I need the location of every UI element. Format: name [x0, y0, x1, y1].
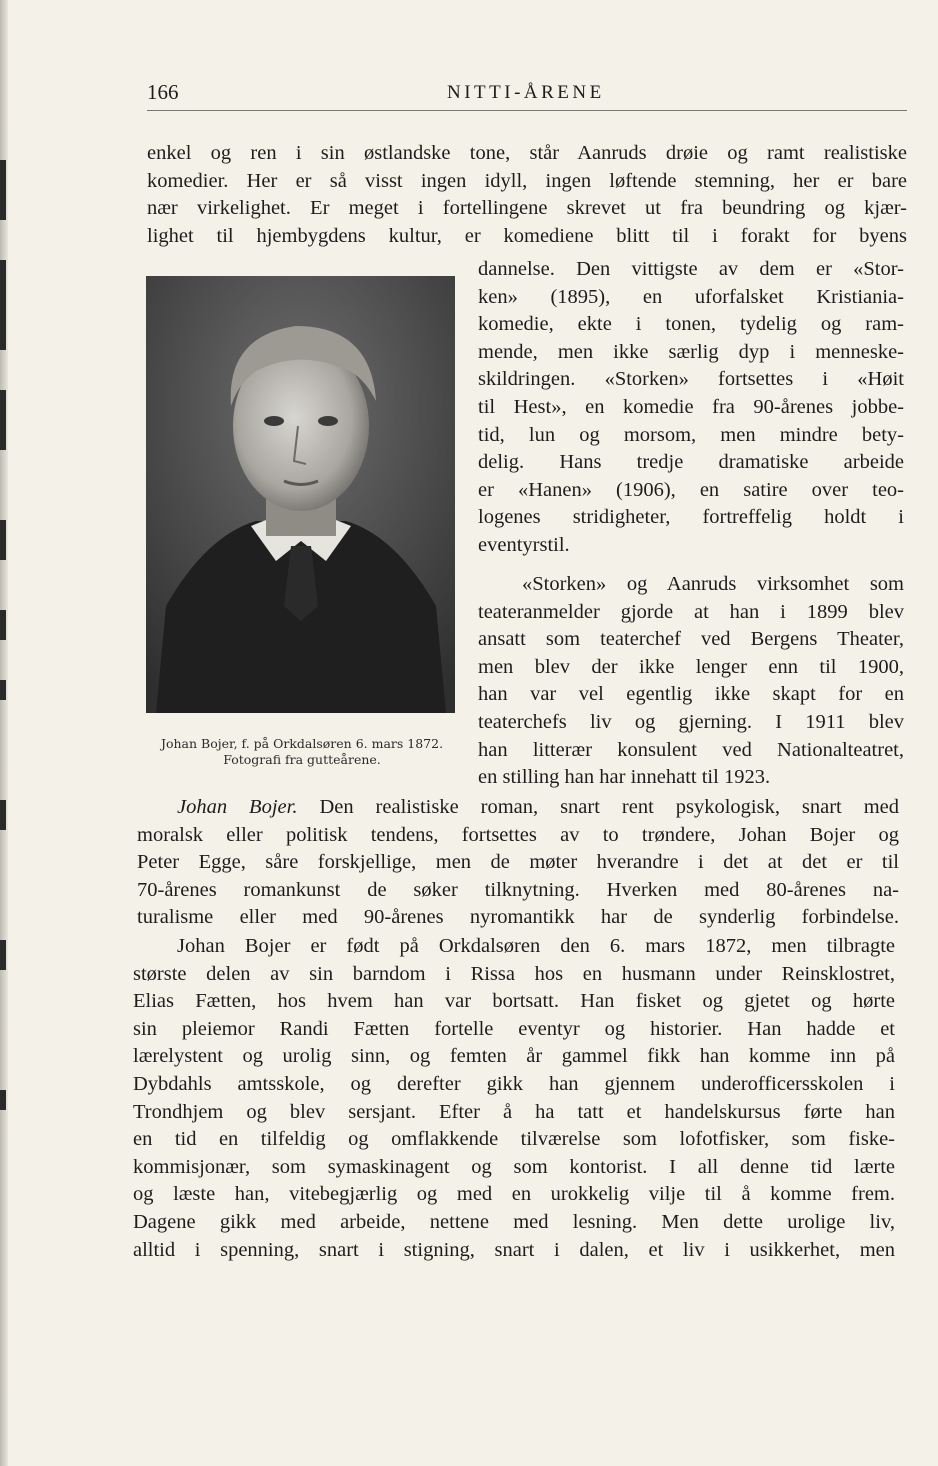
text-line: Dagene gikk med arbeide, nettene med lesning. Men dette urolige liv, — [133, 1210, 895, 1233]
text-line: skildringen. «Storken» fortsettes i «Høit — [478, 368, 904, 391]
portrait-photo — [146, 276, 455, 713]
text-line: er «Hanen» (1906), en satire over teo- — [478, 478, 904, 501]
text-line: og læste han, vitebegjærlig og med en urokkelig vilje til å komme frem. — [133, 1183, 895, 1206]
text-line: enkel og ren i sin østlandske tone, står Aanruds drøie og ramt realistiske — [147, 142, 907, 164]
text-line: dannelse. Den vittigste av dem er «Stor- — [478, 258, 904, 280]
side-paragraph-2 — [478, 571, 904, 792]
bojer-paragraph — [137, 794, 899, 932]
text-line: komedier. Her er så visst ingen idyll, ingen løftende stemning, her er bare — [147, 169, 907, 192]
caption-line: Fotografi fra gutteårene. — [223, 752, 381, 767]
caption-line: Johan Bojer, f. på Orkdalsøren 6. mars 1872. — [160, 736, 444, 751]
text-line: han var vel egentlig ikke skapt for en — [478, 683, 904, 706]
text-line: lærelystent og urolig sinn, og femten år gammel fikk han komme inn på — [133, 1045, 895, 1068]
text-line: nær virkelighet. Er meget i fortellingene skrevet ut fra beundring og kjær- — [147, 197, 907, 220]
intro-paragraph — [147, 140, 907, 250]
text-line: mende, men ikke særlig dyp i menneske- — [478, 340, 904, 363]
previous-page-edge-marks — [0, 140, 10, 1240]
text-line: en tid en tilfeldig og omflakkende tilværelse som lofotfisker, som fiske- — [133, 1128, 895, 1151]
text-line: Dybdahls amtsskole, og derefter gikk han gjennem underofficersskolen i — [133, 1072, 895, 1095]
text-line: sin pleiemor Randi Fætten fortelle eventyr og historier. Han hadde et — [133, 1017, 895, 1040]
text-line: alltid i spenning, snart i stigning, snart i dalen, et liv i usikkerhet, men — [133, 1238, 895, 1261]
text-line: moralsk eller politisk tendens, fortsettes av to trøndere, Johan Bojer og — [137, 823, 899, 846]
side-paragraph-1 — [478, 256, 904, 560]
text-span: Den realistiske roman, snart rent psykologisk, snart med — [319, 796, 900, 818]
text-line: eventyrstil. — [478, 533, 570, 556]
text-line: 70-årenes romankunst de søker tilknytning. Hverken med 80-årenes na- — [137, 878, 899, 901]
text-line: til Hest», en komedie fra 90-årenes jobbe- — [478, 395, 904, 418]
text-line: komedie, ekte i tonen, tydelig og ram- — [478, 313, 904, 336]
page-header — [147, 80, 903, 108]
text-line: lighet til hjembygdens kultur, er komediene blitt til i forakt for byens — [147, 224, 907, 247]
text-line: Johan Bojer er født på Orkdalsøren den 6. mars 1872, men tilbragte — [177, 935, 895, 957]
text-line: han litterær konsulent ved Nationalteatret, — [478, 738, 904, 761]
text-line: delig. Hans tredje dramatiske arbeide — [478, 451, 904, 474]
text-line: Elias Fætten, hos hvem han var bortsatt. Han fisket og gjetet og hørte — [133, 990, 895, 1013]
biography-paragraph — [133, 933, 895, 1264]
text-line: Peter Egge, såre forskjellige, men de møter hverandre i det at det er til — [137, 851, 899, 874]
text-line: turalisme eller med 90-årenes nyromantikk har de synderlig forbindelse. — [137, 906, 899, 929]
text-line: en stilling han har innehatt til 1923. — [478, 766, 771, 789]
text-line: logenes stridigheter, fortreffelig holdt i — [478, 506, 904, 529]
header-rule — [147, 110, 907, 111]
text-line: største delen av sin barndom i Rissa hos en husmann under Reinsklostret, — [133, 962, 895, 985]
text-line: Trondhjem og blev sersjant. Efter å ha tatt et handelskursus førte han — [133, 1100, 895, 1123]
text-line: teateranmelder gjorde at han i 1899 blev — [478, 600, 904, 623]
text-line: ken» (1895), en uforfalsket Kristiania- — [478, 285, 904, 308]
text-line — [137, 794, 899, 822]
running-title: NITTI-ÅRENE — [447, 82, 605, 103]
photo-caption — [137, 736, 467, 768]
text-line: teaterchefs liv og gjerning. I 1911 blev — [478, 710, 904, 733]
text-line: ansatt som teaterchef ved Bergens Theater, — [478, 628, 904, 651]
text-line: men blev der ikke lenger enn til 1900, — [478, 655, 904, 678]
section-name-heading: Johan Bojer. — [177, 796, 298, 818]
page-number: 166 — [147, 80, 179, 104]
text-line: tid, lun og morsom, men mindre bety- — [478, 423, 904, 446]
text-line: kommisjonær, som symaskinagent og som kontorist. I all denne tid lærte — [133, 1155, 895, 1178]
text-line: «Storken» og Aanruds virksomhet som — [522, 573, 904, 595]
